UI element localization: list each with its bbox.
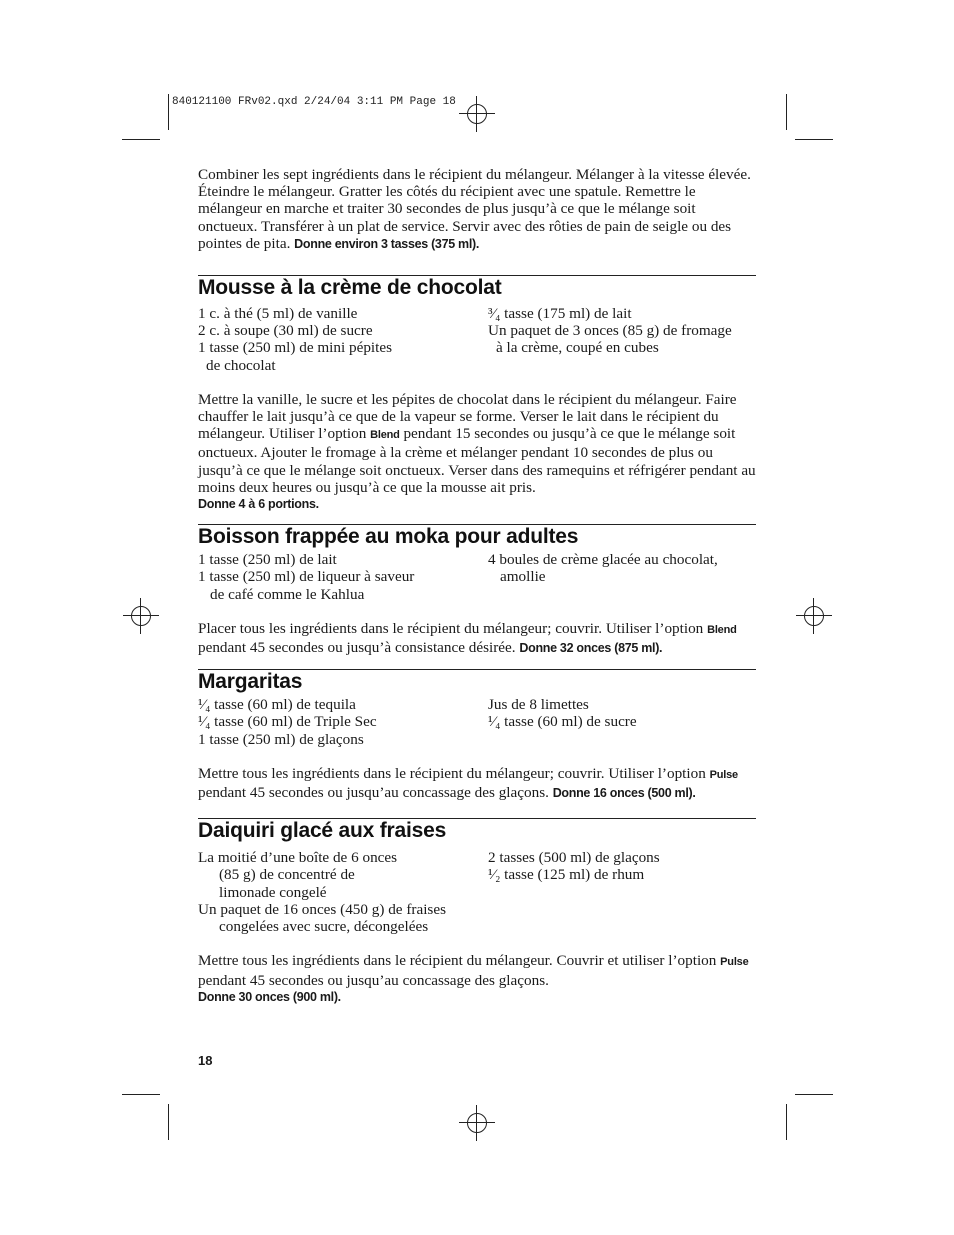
ingredient: 1 tasse (250 ml) de lait xyxy=(198,551,337,569)
recipe-instructions xyxy=(198,391,756,513)
recipe-title: Mousse à la crème de chocolat xyxy=(198,276,502,300)
ingredients-right xyxy=(488,551,756,603)
ingredient: 1 tasse (250 ml) de mini pépites xyxy=(198,339,393,357)
ingredients-right xyxy=(488,849,756,935)
recipe-daiquiri xyxy=(198,818,756,1006)
intro-yield: Donne environ 3 tasses (375 ml). xyxy=(294,236,480,251)
ingredients-right xyxy=(488,696,756,748)
ingredient: 2 tasses (500 ml) de glaçons xyxy=(488,849,660,867)
instructions-text: pendant 15 secondes ou jusqu’à ce que le mélange soit onctueux. Ajouter le fromage à la crème et mélanger pendant 10 secondes de plus ou jusqu’à ce que le mélange soit onctueux. Verser dans des ramequins et réfrigérer pendant au moins deux heures ou jusqu’à ce que la mousse ait pris. xyxy=(198,425,756,496)
pulse-option: Pulse xyxy=(720,956,749,969)
ingredient-list xyxy=(198,305,756,374)
ingredient-continuation: amollie xyxy=(500,568,546,586)
instructions-text: pendant 45 secondes ou jusqu’à consistance désirée. xyxy=(198,639,516,657)
ingredients-left xyxy=(198,305,488,374)
recipe-yield: Donne 16 onces (500 ml). xyxy=(552,786,696,801)
recipe-title: Daiquiri glacé aux fraises xyxy=(198,819,447,843)
blend-option: Blend xyxy=(707,623,737,636)
ingredient-continuation: (85 g) de concentré de xyxy=(219,866,355,884)
ingredient: ¹⁄₂ tasse (125 ml) de rhum xyxy=(488,866,645,884)
ingredient: 2 c. à soupe (30 ml) de sucre xyxy=(198,322,373,340)
crop-mark xyxy=(795,1094,833,1095)
ingredient: 1 c. à thé (5 ml) de vanille xyxy=(198,305,358,323)
ingredients-left xyxy=(198,551,488,603)
registration-mark-icon xyxy=(123,598,159,634)
ingredient: ¹⁄₄ tasse (60 ml) de tequila xyxy=(198,696,356,714)
blend-option: Blend xyxy=(370,429,400,442)
ingredient: ¹⁄₄ tasse (60 ml) de Triple Sec xyxy=(198,713,377,731)
ingredient-continuation: limonade congelé xyxy=(219,883,327,901)
ingredient: La moitié d’une boîte de 6 onces xyxy=(198,849,398,867)
ingredient: Un paquet de 3 onces (85 g) de fromage xyxy=(488,322,732,340)
page-content xyxy=(198,166,756,1006)
ingredient-list xyxy=(198,849,756,935)
crop-mark xyxy=(122,139,160,140)
ingredient: ¹⁄₄ tasse (60 ml) de sucre xyxy=(488,713,637,731)
intro-text: Combiner les sept ingrédients dans le récipient du mélangeur. Mélanger à la vitesse élevée. Éteindre le mélangeur. Gratter les côtés du récipient avec une spatule. Remettre le mélangeur en marche et traiter 30 secondes de plus jusqu’à ce que le mélange soit onctueux. Transférer à un plat de service. Servir avec des rôties de pain de seigle ou des pointes de pita. xyxy=(198,166,751,252)
recipe-instructions xyxy=(198,765,756,802)
recipe-margaritas xyxy=(198,669,756,802)
ingredient-continuation: de café comme le Kahlua xyxy=(210,585,365,603)
recipe-instructions xyxy=(198,620,756,657)
page-number: 18 xyxy=(198,1053,213,1068)
registration-mark-icon xyxy=(459,1105,495,1141)
ingredients-right xyxy=(488,305,756,374)
registration-mark-icon xyxy=(796,598,832,634)
registration-mark-icon xyxy=(459,96,495,132)
ingredient: Un paquet de 16 onces (450 g) de fraises xyxy=(198,900,446,918)
recipe-yield: Donne 30 onces (900 ml). xyxy=(198,989,341,1004)
crop-mark xyxy=(786,1104,787,1140)
ingredient: 4 boules de crème glacée au chocolat, xyxy=(488,551,718,569)
ingredient-continuation: de chocolat xyxy=(206,356,276,374)
ingredient: Jus de 8 limettes xyxy=(488,696,589,714)
ingredients-left xyxy=(198,696,488,748)
ingredient: 1 tasse (250 ml) de glaçons xyxy=(198,730,364,748)
ingredient-continuation: à la crème, coupé en cubes xyxy=(496,339,659,357)
recipe-yield: Donne 32 onces (875 ml). xyxy=(519,641,663,656)
crop-mark xyxy=(795,139,833,140)
recipe-mousse xyxy=(198,275,756,513)
recipe-title: Boisson frappée au moka pour adultes xyxy=(198,525,579,549)
ingredients-left xyxy=(198,849,488,935)
instructions-text: pendant 45 secondes ou jusqu’au concassage des glaçons. xyxy=(198,971,549,989)
instructions-text: pendant 45 secondes ou jusqu’au concassage des glaçons. xyxy=(198,784,549,802)
instructions-text: Mettre tous les ingrédients dans le récipient du mélangeur; couvrir. Utiliser l’option xyxy=(198,764,706,782)
instructions-text: Mettre la vanille, le sucre et les pépites de chocolat dans le récipient du mélangeur. Faire chauffer le lait jusqu’à ce que de la vapeur se forme. Verser le lait dans le récipient du mélangeur. Utiliser l’option xyxy=(198,390,737,443)
file-slug: 840121100 FRv02.qxd 2/24/04 3:11 PM Page 18 xyxy=(172,96,456,108)
ingredient-continuation: congelées avec sucre, décongelées xyxy=(219,918,429,936)
recipe-moka xyxy=(198,524,756,657)
recipe-yield: Donne 4 à 6 portions. xyxy=(198,497,319,512)
crop-mark xyxy=(168,94,169,130)
ingredient: ³⁄₄ tasse (175 ml) de lait xyxy=(488,305,632,323)
pulse-option: Pulse xyxy=(709,768,738,781)
intro-paragraph xyxy=(198,166,756,253)
recipe-instructions xyxy=(198,952,756,1006)
crop-mark xyxy=(786,94,787,130)
ingredient: 1 tasse (250 ml) de liqueur à saveur xyxy=(198,568,415,586)
ingredient-list xyxy=(198,551,756,603)
ingredient-list xyxy=(198,696,756,748)
instructions-text: Placer tous les ingrédients dans le récipient du mélangeur; couvrir. Utiliser l’option xyxy=(198,619,704,637)
instructions-text: Mettre tous les ingrédients dans le récipient du mélangeur. Couvrir et utiliser l’option xyxy=(198,952,717,970)
crop-mark xyxy=(122,1094,160,1095)
crop-mark xyxy=(168,1104,169,1140)
recipe-title: Margaritas xyxy=(198,670,303,694)
